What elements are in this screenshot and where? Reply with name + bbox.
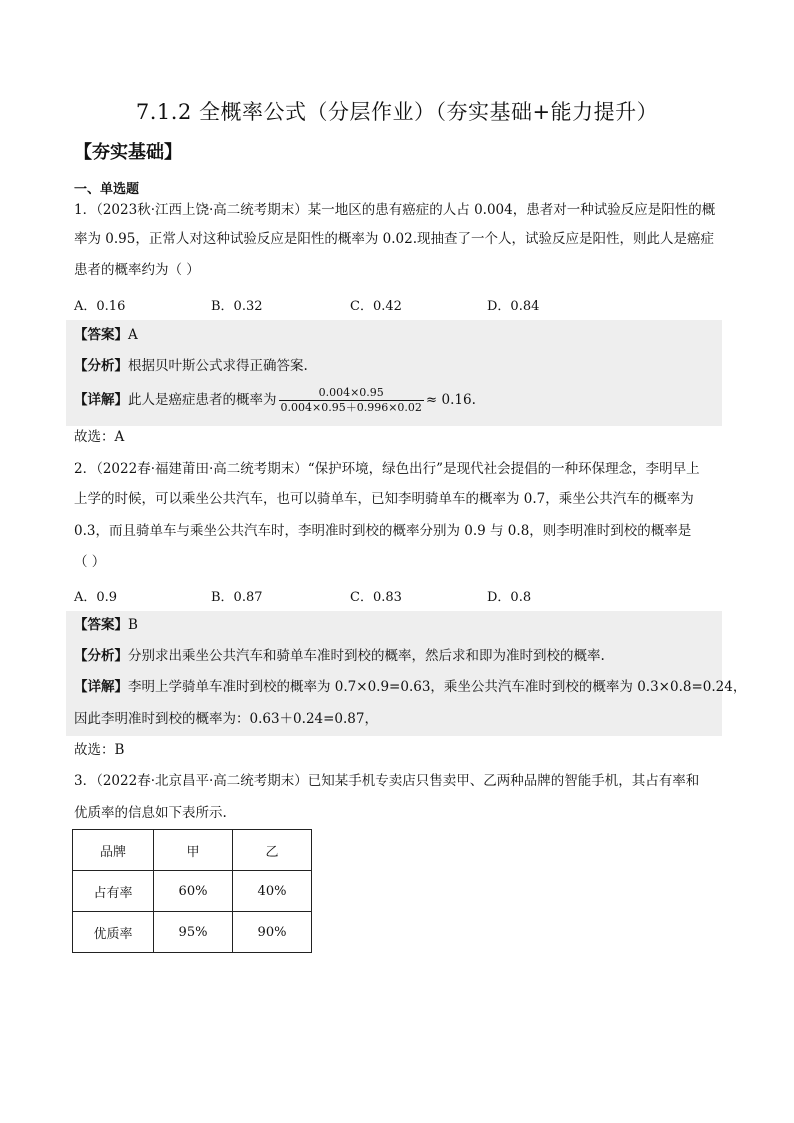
table-cell: 占有率: [73, 871, 154, 912]
q2-option-b: B．0.87: [211, 590, 263, 605]
q2-option-c: C．0.83: [350, 590, 402, 605]
q1-fraction-numerator: 0.004×0.95: [279, 386, 424, 401]
table-cell: 60%: [154, 871, 233, 912]
q1-options: [74, 295, 724, 315]
table-header-cell: 乙: [233, 830, 312, 871]
q2-stem-line-1: 2．（2022春·福建莆田·高二统考期末）“保护环境，绿色出行”是现代社会提倡的一种环保理念，李明早上: [74, 461, 700, 477]
q2-option-d: D．0.8: [487, 590, 532, 605]
q1-analysis-label: 【分析】: [74, 358, 128, 374]
table-row: [73, 912, 312, 953]
q2-analysis: [74, 647, 605, 665]
q1-detail-fraction: [279, 386, 424, 415]
q2-options: [74, 586, 724, 606]
q2-detail-label: 【详解】: [74, 679, 128, 695]
q1-option-d: D．0.84: [487, 299, 540, 314]
q2-option-a: A．0.9: [74, 590, 118, 605]
q3-stem-line-2: 优质率的信息如下表所示.: [74, 805, 227, 821]
q2-detail-line-2: 因此李明准时到校的概率为：0.63＋0.24=0.87，: [74, 711, 378, 727]
table-header-row: [73, 830, 312, 871]
q2-answer-label: 【答案】: [74, 617, 128, 633]
q1-detail-suffix: ≈ 0.16.: [425, 392, 476, 408]
q2-analysis-label: 【分析】: [74, 648, 128, 664]
q1-detail-label: 【详解】: [74, 392, 128, 408]
q3-stem-line-1: 3．（2022春·北京昌平·高二统考期末）已知某手机专卖店只售卖甲、乙两种品牌的智能手机，其占有率和: [74, 773, 700, 789]
table-header-cell: 甲: [154, 830, 233, 871]
q1-answer-value: A: [128, 327, 138, 343]
q1-stem-line-1: 1．（2023秋·江西上饶·高二统考期末）某一地区的患有癌症的人占 0.004，患者对一种试验反应是阳性的概: [74, 202, 716, 218]
q1-stem-line-2: 率为 0.95，正常人对这种试验反应是阳性的概率为 0.02.现抽查了一个人，试验反应是阳性，则此人是癌症: [74, 231, 714, 247]
q2-answer-value: B: [128, 617, 138, 633]
table-cell: 优质率: [73, 912, 154, 953]
q2-choice: 故选：B: [74, 742, 125, 758]
q1-choice: 故选：A: [74, 429, 125, 445]
q2-stem-line-3: 0.3，而且骑单车与乘坐公共汽车时，李明准时到校的概率分别为 0.9 与 0.8，则李明准时到校的概率是: [74, 523, 692, 539]
q1-option-b: B．0.32: [211, 299, 263, 314]
q2-detail-line-1: [74, 678, 746, 696]
q1-fraction-denominator: 0.004×0.95＋0.996×0.02: [280, 401, 422, 414]
table-cell: 40%: [233, 871, 312, 912]
table-header-cell: 品牌: [73, 830, 154, 871]
q1-analysis-text: 根据贝叶斯公式求得正确答案.: [128, 358, 308, 374]
section-tag: 【夯实基础】: [74, 142, 182, 163]
q1-stem-line-3: 患者的概率约为（ ）: [74, 262, 200, 278]
q1-option-c: C．0.42: [350, 299, 402, 314]
brand-info-table: [72, 829, 312, 953]
table-row: [73, 871, 312, 912]
q1-option-a: A．0.16: [74, 299, 126, 314]
q2-stem-line-2: 上学的时候，可以乘坐公共汽车，也可以骑单车，已知李明骑单车的概率为 0.7，乘坐公共汽车的概率为: [74, 491, 694, 507]
q2-detail-text-1: 李明上学骑单车准时到校的概率为 0.7×0.9=0.63，乘坐公共汽车准时到校的概率为 0.3×0.8=0.24，: [128, 679, 747, 695]
q1-answer-label: 【答案】: [74, 327, 128, 343]
table-cell: 95%: [154, 912, 233, 953]
q2-stem-line-4: （ ）: [74, 554, 106, 570]
page-title: 7.1.2 全概率公式（分层作业）（夯实基础+能力提升）: [135, 100, 659, 124]
q2-answer: [74, 616, 138, 634]
q1-answer: [74, 326, 138, 344]
q1-detail-prefix: 此人是癌症患者的概率为: [128, 392, 277, 408]
q1-analysis: [74, 357, 308, 375]
section-heading: 一、单选题: [74, 182, 140, 197]
q1-detail: [74, 386, 476, 415]
table-cell: 90%: [233, 912, 312, 953]
q2-analysis-text: 分别求出乘坐公共汽车和骑单车准时到校的概率，然后求和即为准时到校的概率.: [128, 648, 605, 664]
